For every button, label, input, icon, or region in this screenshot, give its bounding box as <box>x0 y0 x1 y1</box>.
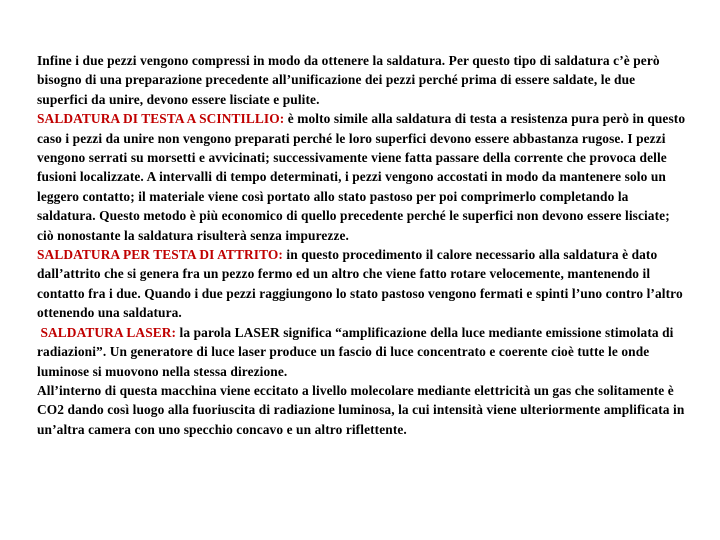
paragraph-laser-detail <box>37 381 689 439</box>
section-heading-scintillio: SALDATURA DI TESTA A SCINTILLIO: <box>37 111 285 127</box>
paragraph-text: in questo procedimento il calore necessario alla saldatura è dato dall’attrito che si genera fra un pezzo fermo ed un altro che viene fatto rotare velocemente, mantenendo il contatto fra i due. Quando i due pezzi raggiungono lo stato pastoso vengono fermati e spinti l’uno contro l’altro ottenendo una saldatura. <box>37 247 683 321</box>
paragraph-text: la parola LASER significa “amplificazione della luce mediante emissione stimolata di radiazioni”. Un generatore di luce laser produce un fascio di luce concentrato e coerente cioè tutte le onde luminose si muovono nella stessa direzione. <box>37 324 674 379</box>
paragraph-attrito <box>37 245 689 323</box>
paragraph-text: è molto simile alla saldatura di testa a resistenza pura però in questo caso i pezzi da unire non vengono preparati perché le loro superfici devono essere abbastanza rugose. I pezzi vengono serrati su morsetti e avvicinati; successivamente viene fatta passare della corrente che provoca delle fusioni localizzate. A intervalli di tempo determinati, i pezzi vengono accostati in modo da mantenere solo un leggero contatto; il materiale viene così portato allo stato pastoso per poi comprimerlo completando la saldatura. Questo metodo è più economico di quello precedente perché le superfici non devono essere lisciate; ciò nonostante la saldatura risulterà senza impurezze. <box>37 111 686 243</box>
paragraph-scintillio <box>37 109 689 245</box>
paragraph-intro <box>37 51 689 109</box>
section-heading-attrito: SALDATURA PER TESTA DI ATTRITO: <box>37 247 283 263</box>
paragraph-text: Infine i due pezzi vengono compressi in modo da ottenere la saldatura. Per questo tipo di saldatura c’è però bisogno di una preparazione precedente all’unificazione dei pezzi perché prima di essere saldate, le due superfici da unire, devono essere lisciate e pulite. <box>37 53 660 107</box>
paragraph-text: All’interno di questa macchina viene eccitato a livello molecolare mediante elettricità un gas che solitamente è CO2 dando così luogo alla fuoriuscita di radiazione luminosa, la cui intensità viene ulteriormente amplificata in un’altra camera con uno specchio concavo e un altro riflettente. <box>37 382 685 437</box>
text-body <box>37 51 689 439</box>
section-heading-laser: SALDATURA LASER: <box>40 324 177 340</box>
paragraph-laser <box>37 323 689 381</box>
